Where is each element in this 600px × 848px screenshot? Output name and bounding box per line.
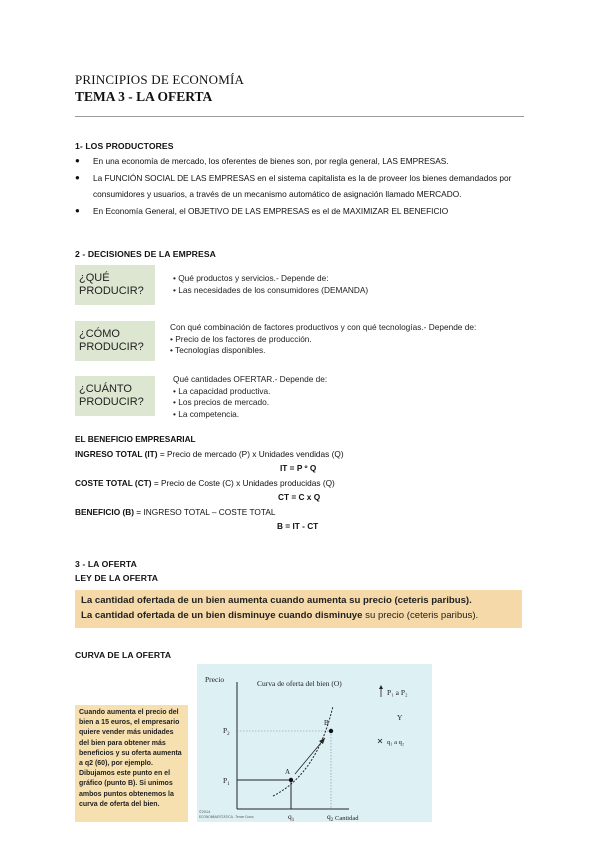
decision-box-how-much: ¿CUÁNTO PRODUCIR? xyxy=(75,376,155,416)
price-arrow-head-icon xyxy=(379,685,383,689)
profit-title: EL BENEFICIO EMPRESARIAL xyxy=(75,434,196,444)
supply-curve-svg xyxy=(197,664,432,822)
section1-title: 1- LOS PRODUCTORES xyxy=(75,141,174,151)
law-title: LEY DE LA OFERTA xyxy=(75,573,159,583)
income-definition: INGRESO TOTAL (IT) = Precio de mercado (P) x Unidades vendidas (Q) xyxy=(75,448,344,459)
decision-text-how: Con qué combinación de factores productivos y con qué tecnologías.- Depende de: • Precio de los factores de producción. • Tecnologías disponibles. xyxy=(170,322,477,355)
x-axis-label: Cantidad xyxy=(335,815,359,822)
q1-label: $q_1$ xyxy=(288,812,295,822)
curve-title: CURVA DE LA OFERTA xyxy=(75,650,172,660)
section3-title: 3 - LA OFERTA xyxy=(75,559,137,569)
list-item: ● En una economía de mercado, los oferentes de bienes son, por regla general, LAS EMPRESAS. xyxy=(75,153,530,170)
q2-label: $q_2$ xyxy=(327,812,334,822)
movement-arrow xyxy=(295,738,325,774)
cost-definition: COSTE TOTAL (CT) = Precio de Coste (C) x Unidades producidas (Q) xyxy=(75,477,335,488)
cost-formula: CT = C x Q xyxy=(278,492,321,502)
point-b-label: B xyxy=(324,719,329,727)
quantity-marker-icon xyxy=(378,739,382,743)
point-a-label: A xyxy=(285,768,291,776)
curve-label: Curva de oferta del bien (O) xyxy=(257,679,342,688)
topic-title: TEMA 3 - LA OFERTA xyxy=(75,89,213,104)
p2-label: $P_2$ xyxy=(223,726,230,737)
point-b-marker xyxy=(329,729,333,733)
income-formula: IT = P º Q xyxy=(280,463,317,473)
benefit-formula: B = IT - CT xyxy=(277,521,319,531)
supply-law-box: La cantidad ofertada de un bien aumenta cuando aumenta su precio (ceteris paribus). La cantidad ofertada de un bien disminuye cuando disminuye su precio (ceteris paribus). xyxy=(75,590,522,628)
chart-footnote-year: ©2014 xyxy=(199,810,211,814)
benefit-definition: BENEFICIO (B) = INGRESO TOTAL – COSTE TOTAL xyxy=(75,506,276,517)
producers-list xyxy=(75,153,530,219)
subject-title: PRINCIPIOS DE ECONOMÍA xyxy=(75,72,245,87)
decision-text-what: • Qué productos y servicios.- Depende de: • Las necesidades de los consumidores (DEMANDA) xyxy=(173,273,369,295)
curve-explanation-note: Cuando aumenta el precio del bien a 15 euros, el empresario quiere vender más unidades del bien para obtener más beneficios y su oferta aumenta a q2 (60), por ejemplo. Dibujamos este punto en el gráfico (punto B). Si unimos ambos puntos obtenemos la curva de oferta del bien. xyxy=(75,705,188,822)
list-item: ● La FUNCIÓN SOCIAL DE LAS EMPRESAS en el sistema capitalista es la de proveer los bienes demandados por consumidores y usuarios, a través de un mecanismo automático de asignación llamado MERCADO. xyxy=(75,170,530,203)
p1-label: $P_1$ xyxy=(223,776,230,787)
profit-block xyxy=(75,432,525,534)
decision-text-how-much: Qué cantidades OFERTAR.- Depende de: • La capacidad productiva. • Los precios de mercado. • La competencia. xyxy=(173,374,328,419)
legend-quantity-change: q₁ a q₂ xyxy=(387,739,405,746)
bullet-icon: ● xyxy=(75,172,80,182)
list-item: ● En Economía General, el OBJETIVO DE LAS EMPRESAS es el de MAXIMIZAR EL BENEFICIO xyxy=(75,203,530,220)
chart-footnote-source: ECONOMÍA/ESTÁTICA - Tercer Curso xyxy=(199,815,254,819)
decision-box-how: ¿CÓMO PRODUCIR? xyxy=(75,321,155,361)
bullet-icon: ● xyxy=(75,205,80,215)
legend-price-change: P₁ a P₂ xyxy=(387,688,408,697)
section2-title: 2 - DECISIONES DE LA EMPRESA xyxy=(75,249,216,259)
supply-curve-chart xyxy=(197,664,432,822)
legend-and: Y xyxy=(397,713,403,722)
point-a-marker xyxy=(289,778,293,782)
decision-box-what: ¿QUÉ PRODUCIR? xyxy=(75,265,155,305)
header-divider xyxy=(75,116,524,117)
bullet-icon: ● xyxy=(75,156,80,165)
y-axis-label: Precio xyxy=(205,675,225,684)
